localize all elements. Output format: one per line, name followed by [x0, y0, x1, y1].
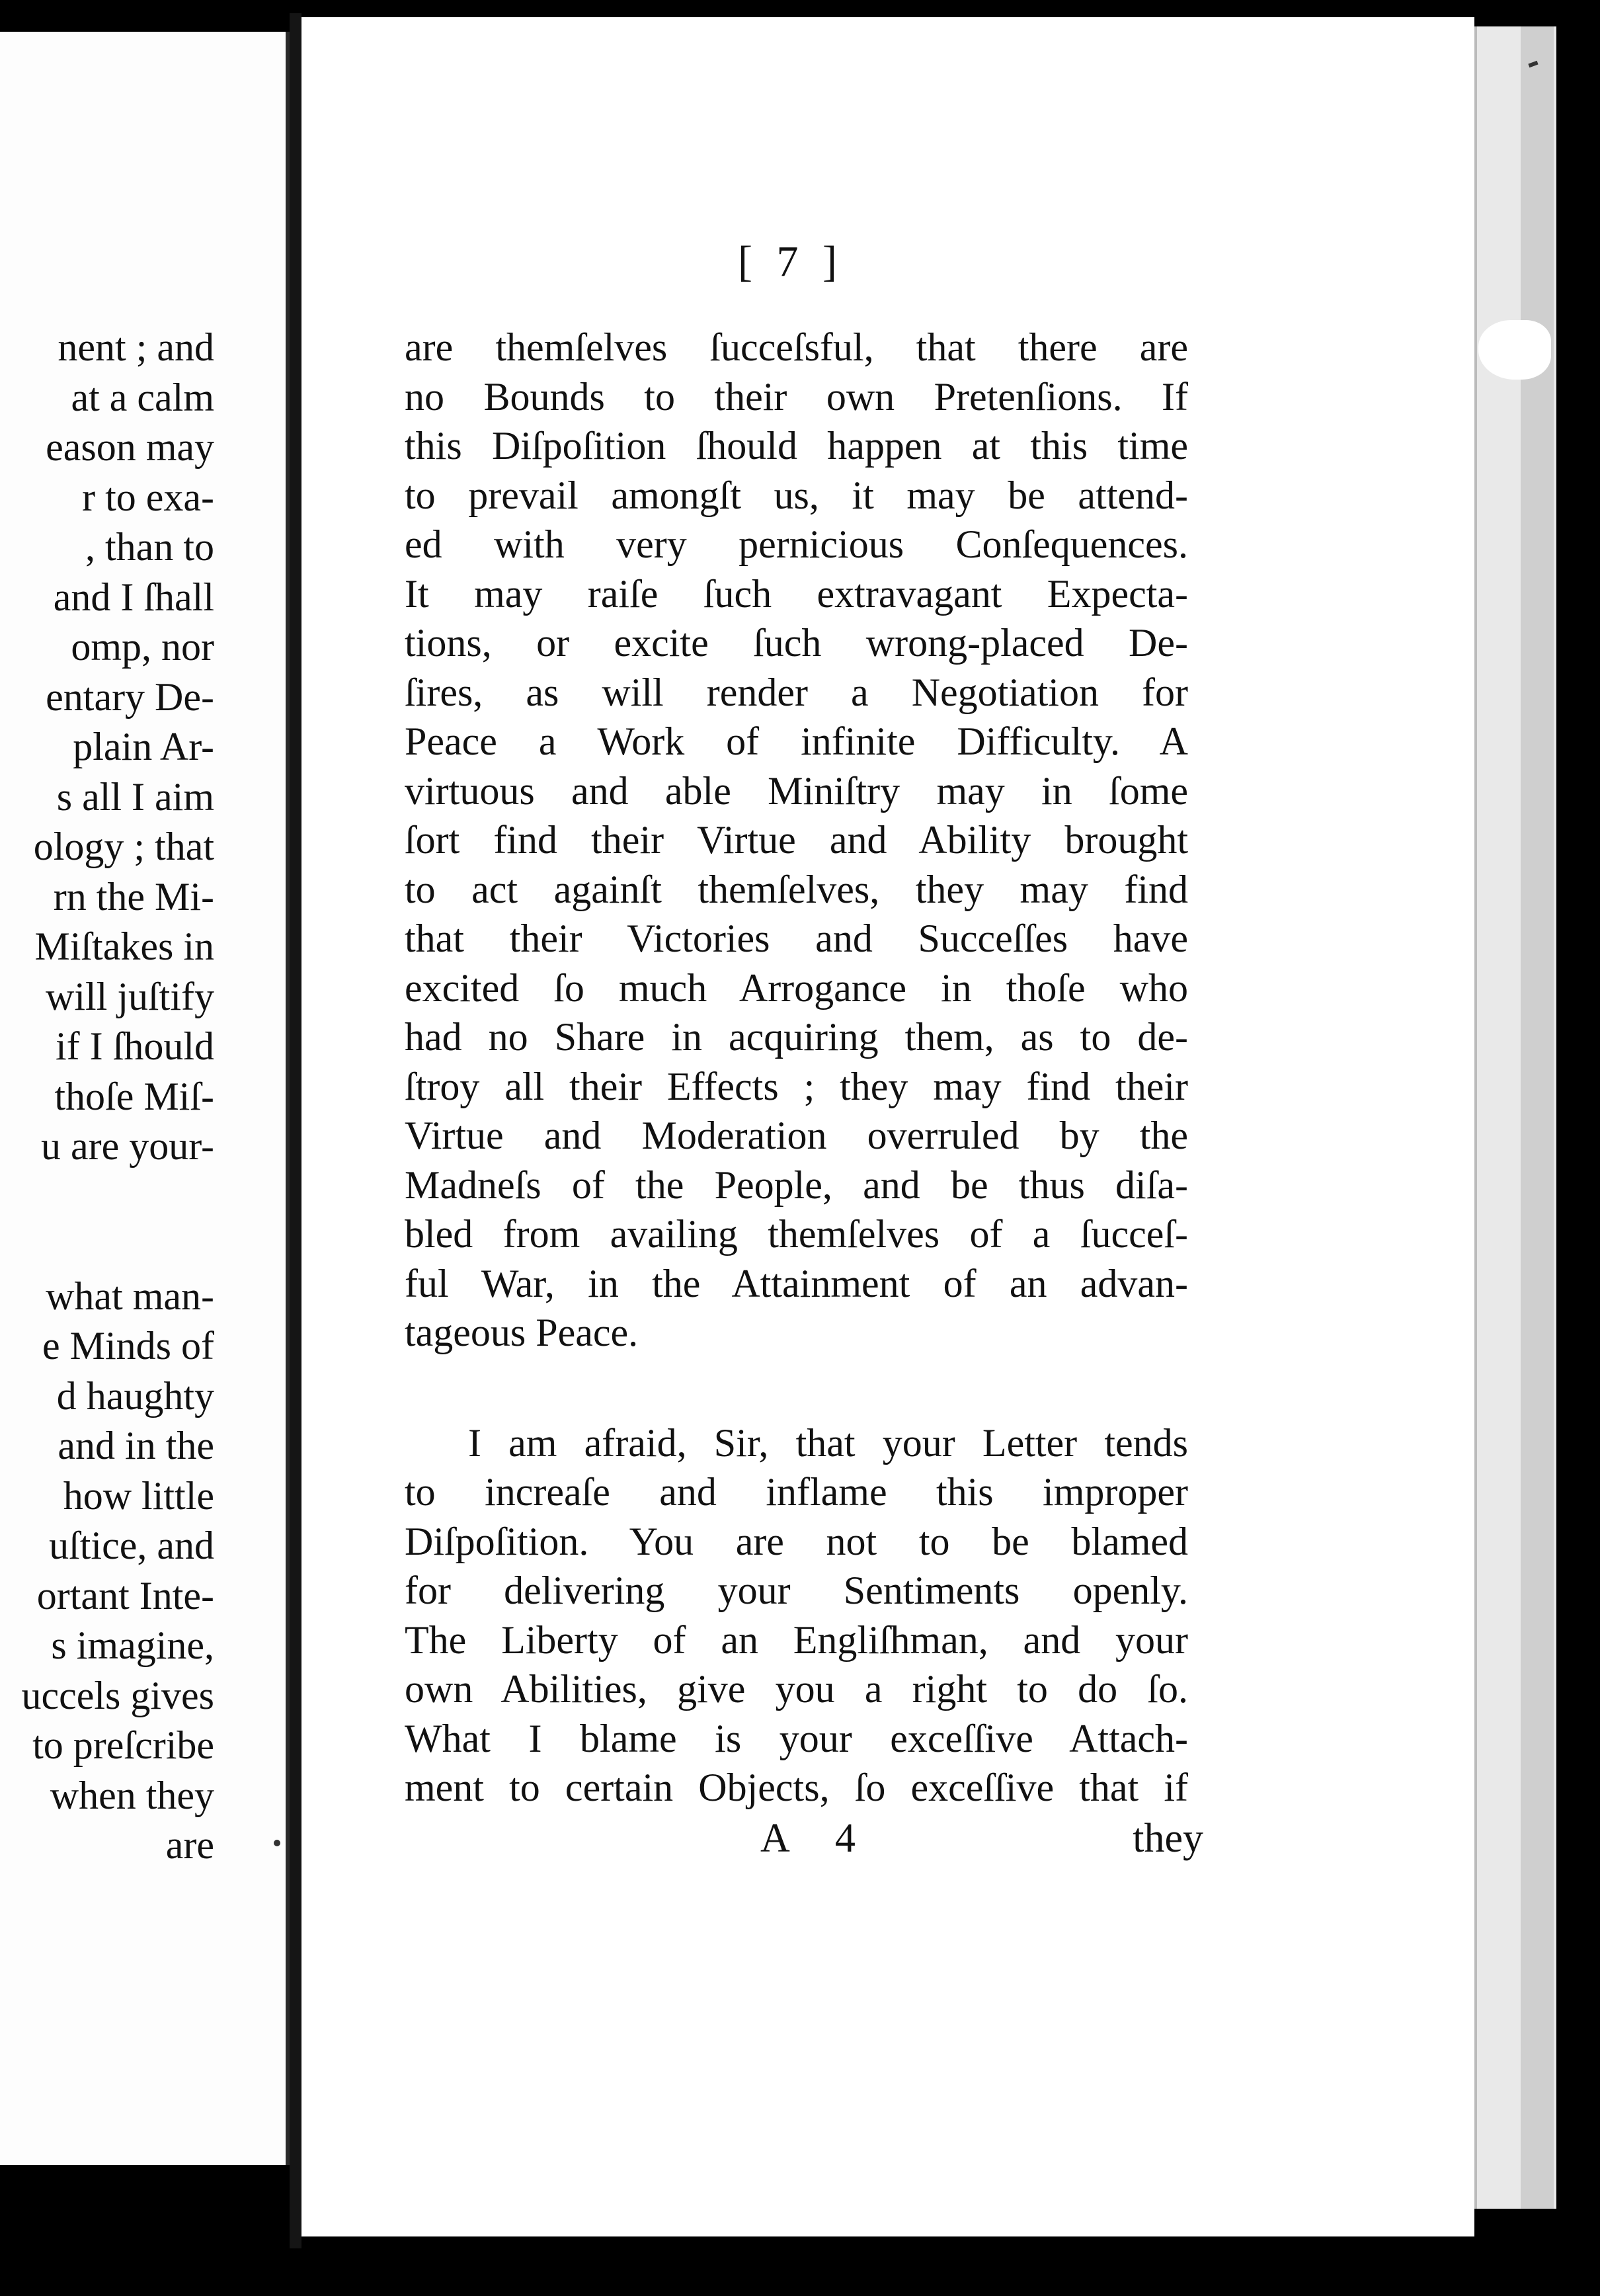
left-text-line: and in the	[58, 1424, 214, 1467]
left-text-line: ortant Inte-	[36, 1573, 214, 1618]
text-line: are themſelves ſucceſsful, that there are	[405, 325, 1188, 369]
text-line: Madneſs of the People, and be thus diſa-	[405, 1163, 1188, 1207]
text-line: ment to certain Objects, ſo exceſſive that if	[405, 1766, 1188, 1809]
left-text-line: rn the Mi-	[53, 874, 214, 919]
text-line: ſort find their Virtue and Ability brought	[405, 818, 1188, 862]
left-text-line: s imagine,	[51, 1623, 214, 1667]
text-line: no Bounds to their own Pretenſions. If	[405, 374, 1188, 419]
left-page	[0, 32, 290, 2165]
left-text-line: Miſtakes in	[34, 924, 214, 968]
text-line: Virtue and Moderation overruled by the	[405, 1114, 1188, 1157]
ink-dot	[274, 1840, 280, 1846]
text-line: own Abilities, give you a right to do ſo.	[405, 1667, 1188, 1711]
text-line: excited ſo much Arrogance in thoſe who	[405, 965, 1188, 1010]
text-line: bled from availing themſelves of a ſucceſ-	[405, 1212, 1188, 1256]
left-text-line: when they	[50, 1773, 214, 1817]
left-text-line: e Minds of	[42, 1324, 214, 1368]
left-text-line	[0, 1172, 214, 1272]
signature-mark: A 4	[760, 1816, 874, 1861]
left-text-line: at a calm	[71, 375, 214, 419]
paragraph-2	[405, 1418, 1188, 1813]
left-text-line: plain Ar-	[73, 725, 214, 768]
text-line: tions, or excite ſuch wrong-placed De-	[405, 621, 1188, 665]
left-text-line: ology ; that	[33, 825, 214, 868]
paragraph-1	[405, 323, 1188, 1358]
left-text-line: how little	[63, 1473, 214, 1518]
left-text-line: if I ſhould	[56, 1024, 214, 1068]
left-page-text	[0, 323, 214, 1871]
left-text-line: uſtice, and	[49, 1524, 214, 1567]
text-line: ſires, as will render a Negotiation for	[405, 670, 1188, 714]
text-line: tageous Peace.	[405, 1311, 639, 1354]
text-line: to act againſt themſelves, they may find	[405, 867, 1188, 911]
text-line: this Diſpoſition ſhould happen at this time	[405, 424, 1188, 468]
left-text-line: and I ſhall	[53, 575, 214, 619]
left-text-line: d haughty	[56, 1374, 214, 1418]
text-line: that their Victories and Succeſſes have	[405, 917, 1188, 960]
left-text-line: , than to	[85, 525, 214, 569]
book-gutter	[290, 13, 301, 2248]
left-text-line: entary De-	[46, 675, 214, 719]
left-text-line: what man-	[46, 1274, 214, 1318]
left-text-line: r to exa-	[82, 475, 214, 519]
left-text-line: uccels gives	[21, 1673, 214, 1717]
left-text-line: u are your-	[40, 1124, 214, 1168]
left-text-line: nent ; and	[58, 325, 214, 369]
text-line: had no Share in acquiring them, as to de-	[405, 1015, 1188, 1059]
body-text	[405, 323, 1188, 1813]
paper-tear	[1478, 320, 1551, 380]
left-text-line: will juſtify	[46, 974, 214, 1018]
text-line: I am afraid, Sir, that your Letter tends	[468, 1420, 1188, 1465]
text-line: ful War, in the Attainment of an advan-	[405, 1261, 1188, 1305]
left-text-line: thoſe Miſ-	[54, 1074, 214, 1118]
paragraph-gap	[405, 1358, 1188, 1418]
left-text-line: are	[165, 1823, 214, 1867]
catchword: they	[1133, 1816, 1203, 1861]
text-line: to increaſe and inflame this improper	[405, 1470, 1188, 1514]
left-text-line: omp, nor	[71, 625, 214, 669]
left-text-line: eason may	[46, 425, 214, 469]
text-line: Peace a Work of infinite Difficulty. A	[405, 719, 1188, 763]
text-line: for delivering your Sentiments openly.	[405, 1569, 1188, 1612]
left-text-line: s all I aim	[56, 774, 214, 819]
text-line: The Liberty of an Engliſhman, and your	[405, 1618, 1188, 1662]
text-line: It may raiſe ſuch extravagant Expecta-	[405, 571, 1188, 616]
text-line: ſtroy all their Effects ; they may find their	[405, 1064, 1188, 1108]
left-text-line: to preſcribe	[32, 1723, 214, 1767]
text-line: What I blame is your exceſſive Attach-	[405, 1716, 1188, 1760]
text-line: to prevail amongſt us, it may be attend-	[405, 473, 1188, 517]
page-number: [ 7 ]	[738, 237, 844, 286]
text-line: ed with very pernicious Conſequences.	[405, 522, 1188, 566]
text-line: Diſpoſition. You are not to be blamed	[405, 1519, 1188, 1563]
text-line: virtuous and able Miniſtry may in ſome	[405, 768, 1188, 813]
